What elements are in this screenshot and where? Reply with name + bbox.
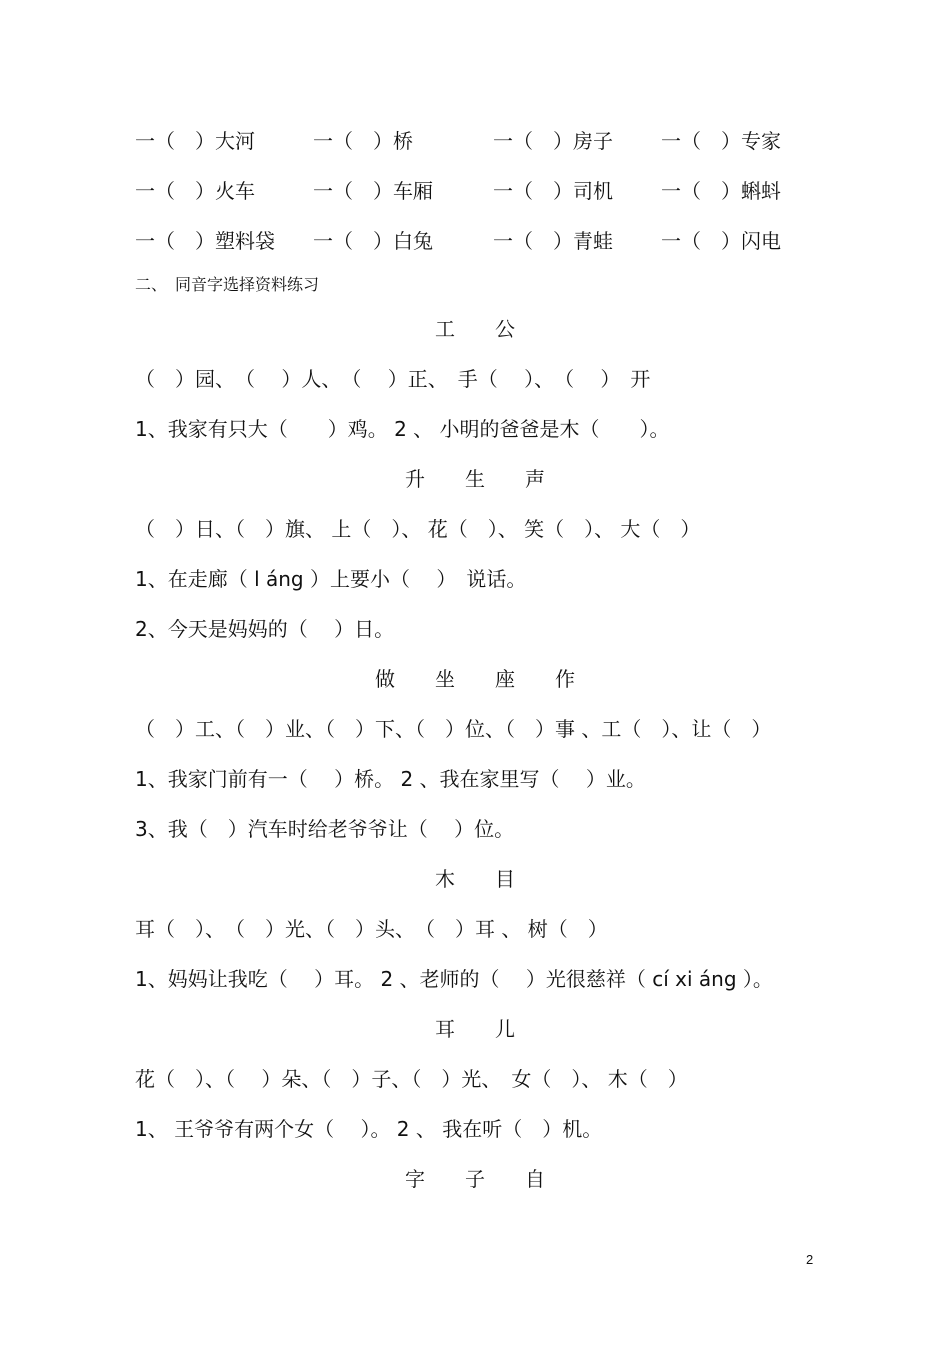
measure-word-item: 一（ ）专家 (661, 129, 781, 153)
exercise-line: 1、我家门前有一（ ）桥。 2 、我在家里写（ ）业。 (135, 767, 646, 791)
exercise-line: 1、妈妈让我吃（ ）耳。 2 、老师的（ ）光很慈祥（ cí xi áng ）。 (135, 967, 773, 991)
measure-word-item: 一（ ）房子 (493, 129, 613, 153)
section-title: 二、 同音字选择资料练习 (135, 275, 320, 294)
exercise-line: 花（ ）、（ ）朵、（ ）子、（ ）光、 女（ ）、 木（ ） (135, 1067, 688, 1091)
group-heading: 做 坐 座 作 (375, 667, 575, 691)
measure-word-item: 一（ ）塑料袋 (135, 229, 275, 253)
exercise-line: 1、 王爷爷有两个女（ ）。 2 、 我在听（ ）机。 (135, 1117, 603, 1141)
measure-word-item: 一（ ）司机 (493, 179, 613, 203)
exercise-line: 3、我（ ）汽车时给老爷爷让（ ）位。 (135, 817, 515, 841)
group-heading: 字 子 自 (405, 1167, 545, 1191)
measure-word-item: 一（ ）闪电 (661, 229, 781, 253)
group-heading: 升 生 声 (405, 467, 545, 491)
group-heading: 工 公 (435, 317, 515, 341)
group-heading: 耳 儿 (435, 1017, 515, 1041)
exercise-line: 2、今天是妈妈的（ ）日。 (135, 617, 395, 641)
exercise-line: 1、我家有只大（ ）鸡。 2 、 小明的爸爸是木（ ）。 (135, 417, 670, 441)
measure-word-item: 一（ ）火车 (135, 179, 255, 203)
page-number: 2 (806, 1252, 814, 1267)
group-heading: 木 目 (435, 867, 515, 891)
measure-word-item: 一（ ）青蛙 (493, 229, 613, 253)
exercise-line: 耳（ ）、 （ ）光、（ ）头、 （ ）耳 、 树（ ） (135, 917, 608, 941)
exercise-line: （ ）日、（ ）旗、 上（ ）、 花（ ）、 笑（ ）、 大（ ） (135, 517, 701, 541)
exercise-line: （ ）工、（ ）业、（ ）下、（ ）位、（ ）事 、工（ ）、让（ ） (135, 717, 772, 741)
measure-word-item: 一（ ）大河 (135, 129, 255, 153)
exercise-line: 1、在走廊（ l áng ）上要小（ ） 说话。 (135, 567, 527, 591)
exercise-line: （ ）园、 （ ）人、 （ ）正、 手（ ）、 （ ） 开 (135, 367, 651, 391)
measure-word-item: 一（ ）蝌蚪 (661, 179, 781, 203)
measure-word-item: 一（ ）车厢 (313, 179, 433, 203)
measure-word-item: 一（ ）白兔 (313, 229, 433, 253)
measure-word-item: 一（ ）桥 (313, 129, 413, 153)
